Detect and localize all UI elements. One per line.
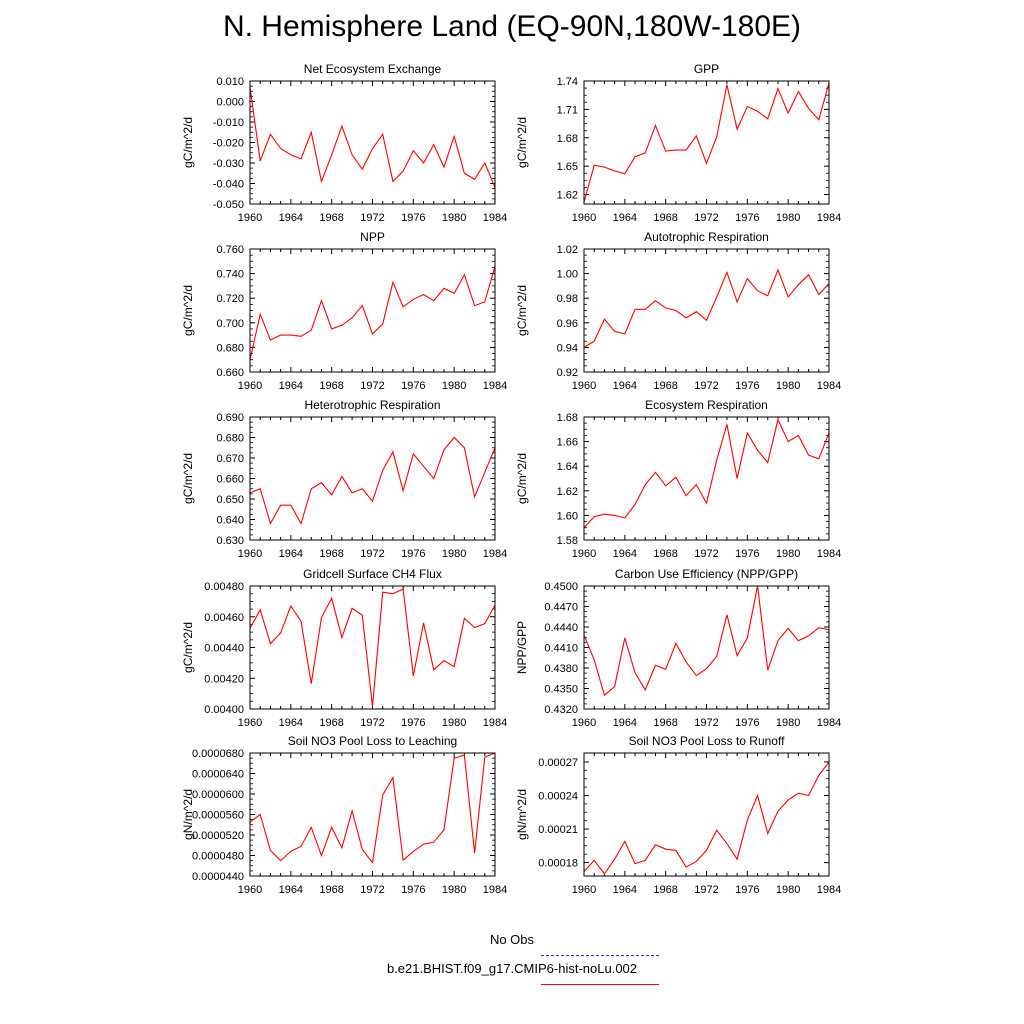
y-axis-label: gC/m^2/d: [181, 285, 195, 336]
chart-panel-2: [181, 230, 507, 392]
y-tick-label: 1.02: [556, 244, 578, 256]
x-tick-label: 1976: [401, 548, 426, 560]
x-tick-label: 1984: [482, 717, 508, 729]
y-tick-label: 1.71: [556, 104, 578, 117]
y-tick-label: 0.4320: [544, 704, 578, 716]
x-tick-label: 1972: [360, 717, 385, 729]
y-tick-label: 1.58: [556, 535, 578, 547]
series-line-0: [250, 438, 495, 524]
y-tick-label: 1.74: [556, 76, 578, 88]
y-tick-label: 0.0000560: [192, 809, 244, 822]
chart-title: Gridcell Surface CH4 Flux: [303, 567, 442, 581]
y-tick-label: 1.65: [556, 161, 578, 174]
series-line-0: [584, 419, 829, 527]
plot-frame: [584, 586, 829, 709]
x-tick-label: 1984: [482, 380, 508, 392]
y-tick-label: 0.680: [216, 342, 244, 355]
series-line-0: [584, 762, 829, 874]
y-tick-label: -0.040: [212, 178, 244, 191]
x-tick-label: 1968: [653, 717, 678, 729]
x-tick-label: 1972: [360, 548, 385, 560]
plot-frame: [584, 81, 829, 204]
y-axis-label: gC/m^2/d: [515, 285, 529, 336]
x-tick-label: 1976: [735, 884, 760, 896]
y-tick-label: 0.630: [216, 535, 244, 547]
x-tick-label: 1984: [482, 548, 508, 560]
x-tick-label: 1980: [775, 717, 801, 729]
y-tick-label: 0.680: [216, 432, 244, 445]
x-tick-label: 1968: [653, 380, 678, 392]
y-tick-label: 1.64: [556, 461, 578, 474]
x-tick-label: 1960: [237, 717, 263, 729]
y-tick-label: 0.4500: [544, 581, 578, 593]
series-line-0: [584, 270, 829, 347]
x-tick-label: 1964: [278, 884, 304, 896]
y-tick-label: 1.68: [556, 132, 578, 145]
x-tick-label: 1964: [278, 548, 304, 560]
y-tick-label: 1.62: [556, 485, 578, 498]
chart-panel-8: [181, 734, 507, 896]
x-tick-label: 1968: [319, 717, 344, 729]
y-tick-label: 0.010: [216, 76, 244, 88]
x-tick-label: 1972: [694, 548, 719, 560]
x-tick-label: 1976: [735, 717, 760, 729]
chart-panel-0: [181, 62, 507, 224]
x-tick-label: 1972: [360, 380, 385, 392]
plot-frame: [584, 753, 829, 876]
x-tick-label: 1960: [237, 380, 263, 392]
x-tick-label: 1976: [401, 380, 426, 392]
legend-label-model-run: b.e21.BHIST.f09_g17.CMIP6-hist-noLu.002: [386, 961, 638, 976]
y-tick-label: 0.4470: [544, 601, 578, 614]
x-tick-label: 1976: [735, 380, 760, 392]
x-tick-label: 1980: [441, 380, 467, 392]
y-tick-label: 0.00440: [204, 642, 244, 655]
chart-title: Heterotrophic Respiration: [304, 398, 441, 412]
y-axis-label: gC/m^2/d: [515, 453, 529, 504]
x-tick-label: 1972: [360, 884, 385, 896]
x-tick-label: 1960: [571, 380, 597, 392]
y-tick-label: 1.68: [556, 412, 578, 424]
x-tick-label: 1964: [612, 548, 638, 560]
plot-frame: [250, 249, 495, 372]
x-tick-label: 1984: [816, 548, 842, 560]
x-tick-label: 1960: [571, 717, 597, 729]
series-line-0: [250, 753, 495, 863]
plot-frame: [250, 417, 495, 540]
x-tick-label: 1964: [278, 380, 304, 392]
x-tick-label: 1972: [360, 212, 385, 224]
series-line-0: [250, 589, 495, 707]
y-tick-label: 0.4380: [544, 663, 578, 675]
chart-title: Carbon Use Efficiency (NPP/GPP): [614, 567, 799, 581]
plot-frame: [584, 417, 829, 540]
legend-swatch-model-run: [541, 984, 659, 985]
x-tick-label: 1960: [571, 884, 597, 896]
chart-panel-4: [181, 398, 507, 560]
x-tick-label: 1980: [775, 212, 801, 224]
x-tick-label: 1968: [319, 548, 344, 560]
x-tick-label: 1980: [775, 380, 801, 392]
x-tick-label: 1980: [441, 212, 467, 224]
x-tick-label: 1976: [735, 212, 760, 224]
chart-panel-1: [515, 62, 841, 224]
legend-swatch-no-obs: [541, 955, 659, 956]
series-line-0: [584, 83, 829, 202]
y-tick-label: 0.670: [216, 453, 244, 465]
y-tick-label: 0.0000480: [192, 850, 244, 863]
y-tick-label: -0.050: [212, 199, 244, 211]
x-tick-label: 1984: [816, 212, 842, 224]
x-tick-label: 1968: [319, 380, 344, 392]
y-tick-label: 0.00018: [538, 857, 578, 870]
plot-frame: [250, 81, 495, 204]
x-tick-label: 1984: [816, 717, 842, 729]
x-tick-label: 1964: [612, 380, 638, 392]
y-tick-label: 0.0000440: [192, 871, 244, 883]
x-tick-label: 1964: [612, 212, 638, 224]
x-tick-label: 1968: [319, 212, 344, 224]
x-tick-label: 1968: [653, 548, 678, 560]
chart-panel-6: [181, 567, 507, 729]
y-tick-label: 1.62: [556, 189, 578, 202]
y-tick-label: 0.4350: [544, 683, 578, 696]
y-axis-label: gN/m^2/d: [181, 789, 195, 840]
y-tick-label: 0.000: [216, 96, 244, 109]
x-tick-label: 1964: [278, 212, 304, 224]
x-tick-label: 1972: [694, 717, 719, 729]
y-tick-label: 0.00400: [204, 704, 244, 716]
plot-frame: [584, 249, 829, 372]
y-tick-label: 0.00021: [538, 824, 578, 837]
chart-panel-5: [515, 398, 841, 560]
chart-title: Ecosystem Respiration: [645, 398, 768, 412]
series-line-0: [250, 266, 495, 359]
x-tick-label: 1980: [775, 884, 801, 896]
y-tick-label: 0.740: [216, 268, 244, 281]
chart-panel-9: [515, 734, 841, 896]
chart-title: NPP: [360, 230, 385, 244]
x-tick-label: 1976: [401, 212, 426, 224]
y-tick-label: -0.030: [212, 158, 244, 170]
x-tick-label: 1984: [482, 212, 508, 224]
y-tick-label: 0.0000520: [192, 830, 244, 842]
y-tick-label: 1.66: [556, 436, 578, 449]
y-axis-label: gC/m^2/d: [515, 117, 529, 168]
plot-frame: [250, 753, 495, 876]
y-tick-label: 0.4410: [544, 642, 578, 655]
chart-panel-3: [515, 230, 841, 392]
y-axis-label: gC/m^2/d: [181, 622, 195, 673]
y-tick-label: 0.92: [556, 367, 578, 379]
y-tick-label: 0.760: [216, 244, 244, 256]
y-tick-label: 0.0000640: [192, 768, 244, 781]
x-tick-label: 1976: [401, 717, 426, 729]
chart-title: Soil NO3 Pool Loss to Runoff: [628, 734, 785, 748]
chart-title: GPP: [693, 62, 720, 76]
y-tick-label: 0.660: [216, 473, 244, 486]
y-tick-label: 0.720: [216, 293, 244, 306]
y-tick-label: 0.660: [216, 367, 244, 379]
x-tick-label: 1976: [401, 884, 426, 896]
y-tick-label: 0.00024: [538, 790, 578, 803]
y-tick-label: 0.98: [556, 293, 578, 306]
figure-title: N. Hemisphere Land (EQ-90N,180W-180E): [222, 10, 802, 43]
x-tick-label: 1960: [571, 548, 597, 560]
y-tick-label: 0.690: [216, 412, 244, 424]
x-tick-label: 1980: [441, 717, 467, 729]
x-tick-label: 1964: [278, 717, 304, 729]
y-tick-label: 1.00: [556, 268, 578, 281]
y-tick-label: 0.0000600: [192, 789, 244, 801]
x-tick-label: 1980: [441, 548, 467, 560]
y-tick-label: 0.0000680: [192, 748, 244, 760]
x-tick-label: 1960: [571, 212, 597, 224]
x-tick-label: 1968: [319, 884, 344, 896]
y-axis-label: gN/m^2/d: [515, 789, 529, 840]
x-tick-label: 1972: [694, 884, 719, 896]
chart-title: Autotrophic Respiration: [644, 230, 769, 244]
chart-title: Net Ecosystem Exchange: [303, 62, 442, 76]
x-tick-label: 1984: [816, 884, 842, 896]
series-line-0: [250, 87, 495, 187]
x-tick-label: 1984: [482, 884, 508, 896]
y-axis-label: NPP/GPP: [515, 620, 529, 675]
x-tick-label: 1960: [237, 884, 263, 896]
y-tick-label: 0.00480: [204, 581, 244, 593]
legend-label-no-obs: No Obs: [489, 932, 535, 947]
x-tick-label: 1964: [612, 717, 638, 729]
x-tick-label: 1972: [694, 380, 719, 392]
series-line-0: [584, 586, 829, 695]
chart-panel-7: [515, 567, 841, 729]
y-tick-label: -0.020: [212, 137, 244, 150]
y-tick-label: 0.00420: [204, 673, 244, 686]
x-tick-label: 1980: [775, 548, 801, 560]
x-tick-label: 1972: [694, 212, 719, 224]
x-tick-label: 1960: [237, 548, 263, 560]
y-tick-label: 0.00460: [204, 611, 244, 624]
y-axis-label: gC/m^2/d: [181, 117, 195, 168]
x-tick-label: 1968: [653, 212, 678, 224]
y-tick-label: 0.00027: [538, 756, 578, 769]
x-tick-label: 1964: [612, 884, 638, 896]
y-axis-label: gC/m^2/d: [181, 453, 195, 504]
y-tick-label: 0.640: [216, 514, 244, 527]
y-tick-label: 1.60: [556, 510, 578, 523]
x-tick-label: 1968: [653, 884, 678, 896]
y-tick-label: 0.650: [216, 494, 244, 506]
x-tick-label: 1960: [237, 212, 263, 224]
x-tick-label: 1984: [816, 380, 842, 392]
y-tick-label: 0.96: [556, 317, 578, 330]
chart-title: Soil NO3 Pool Loss to Leaching: [287, 734, 458, 748]
y-tick-label: 0.94: [556, 342, 578, 355]
y-tick-label: 0.4440: [544, 622, 578, 634]
y-tick-label: 0.700: [216, 317, 244, 330]
x-tick-label: 1976: [735, 548, 760, 560]
x-tick-label: 1980: [441, 884, 467, 896]
y-tick-label: -0.010: [212, 117, 244, 129]
